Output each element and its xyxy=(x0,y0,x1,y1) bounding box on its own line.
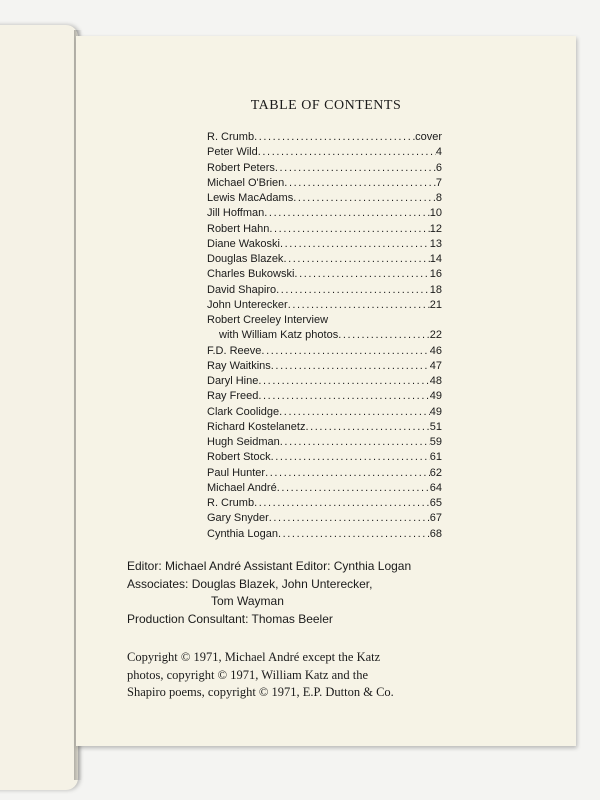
copyright-notice xyxy=(127,649,567,702)
toc-leader-dots xyxy=(294,267,429,282)
toc-leader-dots xyxy=(261,344,429,359)
toc-page-number: 13 xyxy=(429,237,442,250)
toc-leader-dots xyxy=(265,466,430,481)
toc-page-number: 59 xyxy=(429,436,442,448)
toc-author: F.D. Reeve xyxy=(207,344,262,357)
toc-author: Ray Freed xyxy=(207,390,259,403)
toc-leader-dots xyxy=(275,161,436,176)
toc-author: Paul Hunter xyxy=(207,466,266,479)
copyright-line: Copyright © 1971, Michael André except the Katz xyxy=(127,650,381,664)
toc-author: Michael O'Brien xyxy=(207,176,285,189)
toc-entry xyxy=(207,374,442,389)
toc-leader-dots xyxy=(254,496,430,511)
toc-page-number: 49 xyxy=(429,390,442,403)
toc-author: Peter Wild xyxy=(207,146,258,159)
toc-author: Robert Stock xyxy=(207,451,271,464)
toc-leader-dots xyxy=(277,481,430,496)
toc-leader-dots xyxy=(269,511,430,526)
toc-page-number: 46 xyxy=(429,344,442,357)
toc-page-number: 51 xyxy=(429,420,442,433)
toc-entry xyxy=(207,466,442,481)
toc-page-number: 6 xyxy=(435,161,442,174)
toc-entry xyxy=(207,435,442,450)
toc-author: Robert Peters xyxy=(207,161,275,174)
associates-line: Associates: Douglas Blazek, John Unterecker, xyxy=(127,576,373,591)
toc-page-number: 65 xyxy=(429,497,442,509)
toc-entry xyxy=(207,527,442,542)
associates-line-continued: Tom Wayman xyxy=(211,594,284,608)
toc-leader-dots xyxy=(280,237,430,252)
toc-author: Gary Snyder xyxy=(207,512,269,525)
toc-author: Robert Hahn xyxy=(207,222,270,235)
toc-leader-dots xyxy=(269,222,429,237)
toc-entry xyxy=(207,130,442,145)
toc-leader-dots xyxy=(264,206,429,221)
toc-entry xyxy=(207,344,442,359)
toc-leader-dots xyxy=(254,130,415,145)
toc-page-number: 62 xyxy=(429,466,442,479)
toc-author: John Unterecker xyxy=(207,298,288,311)
toc-leader-dots xyxy=(258,374,429,389)
editorial-credits xyxy=(127,558,567,628)
toc-entry xyxy=(207,206,442,221)
toc-author: R. Crumb xyxy=(207,497,255,509)
toc-leader-dots xyxy=(258,145,436,160)
copyright-line: photos, copyright © 1971, William Katz and the xyxy=(127,667,369,682)
toc-page-number: 49 xyxy=(429,405,442,418)
toc-leader-dots xyxy=(276,283,430,298)
toc-author: Cynthia Logan xyxy=(207,527,278,540)
toc-entry xyxy=(207,298,442,313)
toc-author: Douglas Blazek xyxy=(207,253,284,265)
toc-entry xyxy=(207,405,442,420)
toc-page-number: 8 xyxy=(435,192,442,204)
toc-author: Clark Coolidge xyxy=(207,405,280,418)
toc-page-number: 10 xyxy=(429,207,442,220)
toc-page-number: 61 xyxy=(429,451,442,464)
toc-leader-dots xyxy=(284,176,436,191)
toc-author: Daryl Hine xyxy=(207,375,259,387)
toc-entry xyxy=(207,145,442,160)
toc-author: Ray Waitkins xyxy=(207,359,271,372)
toc-page-number: 4 xyxy=(435,146,442,159)
toc-page-number: 68 xyxy=(429,527,442,540)
toc-page-number: cover xyxy=(415,131,442,143)
toc-entry xyxy=(207,313,442,344)
toc-entry xyxy=(207,161,442,176)
toc-page-number: 47 xyxy=(429,359,442,372)
toc-entry xyxy=(207,283,442,298)
toc-author: Michael André xyxy=(207,481,277,494)
toc-entry xyxy=(207,237,442,252)
toc-leader-dots xyxy=(283,252,429,267)
toc-page-number: 14 xyxy=(429,253,442,265)
toc-entry xyxy=(207,450,442,465)
page-title: TABLE OF CONTENTS xyxy=(250,98,402,113)
toc-author: Charles Bukowski xyxy=(207,268,295,281)
toc-leader-dots xyxy=(338,328,430,343)
toc-page-number: 12 xyxy=(429,222,442,235)
toc-leader-dots xyxy=(293,191,436,206)
toc-author: Richard Kostelanetz xyxy=(207,420,306,433)
toc-page-number: 16 xyxy=(429,268,442,281)
production-consultant-line: Production Consultant: Thomas Beeler xyxy=(127,611,333,626)
toc-entry xyxy=(207,420,442,435)
toc-author: Robert Creeley Interview xyxy=(207,314,329,326)
toc-entry xyxy=(207,511,442,526)
toc-leader-dots xyxy=(280,435,430,450)
toc-entry xyxy=(207,222,442,237)
facing-page-edge xyxy=(0,25,78,790)
table-of-contents xyxy=(207,130,442,542)
booklet-page xyxy=(76,36,576,746)
toc-author: Hugh Seidman xyxy=(207,436,280,448)
toc-page-number: 22 xyxy=(429,329,442,342)
toc-entry xyxy=(207,252,442,267)
toc-page-number: 64 xyxy=(429,481,442,494)
toc-leader-dots xyxy=(288,298,430,313)
toc-author: Diane Wakoski xyxy=(207,237,280,250)
toc-page-number: 48 xyxy=(429,375,442,387)
editor-line: Editor: Michael André Assistant Editor: Cynthia Logan xyxy=(127,559,412,573)
toc-leader-dots xyxy=(258,389,429,404)
toc-entry xyxy=(207,389,442,404)
toc-entry xyxy=(207,481,442,496)
toc-page-number: 67 xyxy=(429,512,442,525)
toc-entry xyxy=(207,191,442,206)
toc-entry xyxy=(207,267,442,282)
toc-page-number: 7 xyxy=(435,176,442,189)
toc-author: R. Crumb xyxy=(207,131,255,143)
toc-page-number: 21 xyxy=(429,298,442,311)
toc-leader-dots xyxy=(279,405,430,420)
toc-entry xyxy=(207,176,442,191)
toc-author-continued: with William Katz photos xyxy=(219,329,339,342)
copyright-line: Shapiro poems, copyright © 1971, E.P. Dutton & Co. xyxy=(127,685,394,699)
toc-author: Jill Hoffman xyxy=(207,207,265,220)
toc-author: David Shapiro xyxy=(207,283,277,296)
toc-entry xyxy=(207,359,442,374)
toc-leader-dots xyxy=(271,450,430,465)
toc-entry xyxy=(207,496,442,511)
toc-leader-dots xyxy=(278,527,430,542)
toc-page-number: 18 xyxy=(429,283,442,296)
toc-leader-dots xyxy=(305,420,429,435)
toc-leader-dots xyxy=(271,359,430,374)
toc-author: Lewis MacAdams xyxy=(207,192,294,204)
